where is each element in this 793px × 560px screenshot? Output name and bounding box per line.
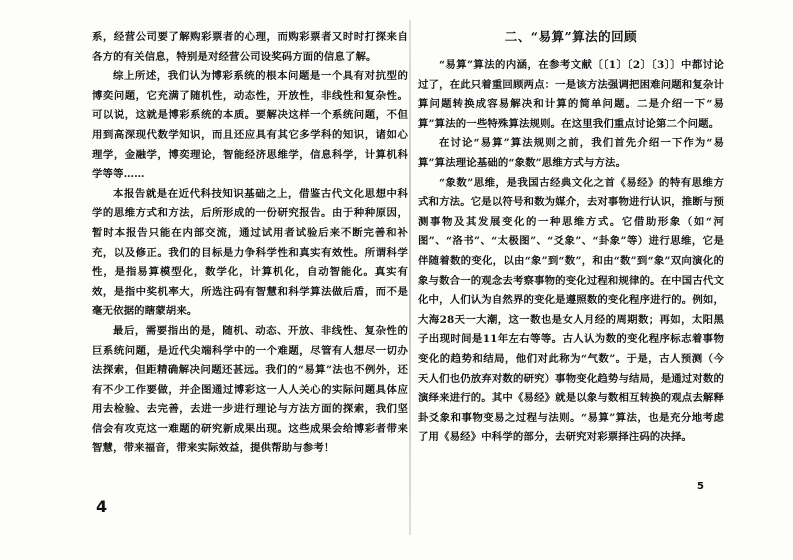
right-paragraph-3: “象数”思维，是我国古经典文化之首《易经》的特有思维方式和方法。它是以符号和数为媒介，去对事物进行认识，推断与预测事物及其发展变化的一种思维方式。它借助形象（如“河图”、“洛书”、“太极图”、“爻象”、“卦象”等）进行思维，它是伴随着数的变化，以由“象”到“数”，和由“数”到“象”双向演化的象与数合一的观念去考察事物的变化过程和规律的。在中国古代文化中，人们认为自然界的变化是遵照数的变化程序进行的。例如，大海28天一大潮，这一数也是女人月经的周期数；再如，太阳黑子出现时间是11年左右等等。古人认为数的变化程序标志着事物变化的趋势和结局，他们对此称为“气数”。于是，古人预测（今天人们也仍放弃对数的研究）事物变化趋势与结局，是通过对数的演绎来进行的。其中《易经》就是以象与数相互转换的观点去解释卦爻象和事物变易之过程与法则。“易算”算法，也是充分地考虑了用《易经》中科学的部分，去研究对彩票择注码的决择。 <box>418 176 724 444</box>
left-page <box>92 28 408 528</box>
page-gutter <box>409 20 411 535</box>
right-page-number: 5 <box>697 481 704 492</box>
left-page-number: 4 <box>96 497 108 516</box>
right-paragraph-2: 在讨论“易算”算法规则之前，我们首先介绍一下作为“易算”算法理论基础的“象数”思维方式与方法。 <box>418 137 724 169</box>
left-paragraph-2: 综上所述，我们认为博彩系统的根本问题是一个具有对抗型的博奕问题，它充满了随机性，动态性，开放性，非线性和复杂性。可以说，这就是博彩系统的本质。要解决这样一个系统问题，不但用到高深现代数学知识，而且还应具有其它多学科的知识，诸如心理学，金融学，博奕理论，智能经济思维学，信息科学，计算机科学等等…… <box>92 70 408 181</box>
left-paragraph-1: 系，经营公司要了解购彩票者的心理，而购彩票者又时时打探来自各方的有关信息，特别是对经营公司设奖码方面的信息了解。 <box>92 31 408 63</box>
right-paragraph-1: “易算”算法的内涵，在参考文献〔〔1〕〔2〕〔3〕〕中都讨论过了，在此只着重回顾两点：一是该方法强调把困难问题和复杂计算问题转换成容易解决和计算的简单问题。二是介绍一下“易算”算法的一些特殊算法规则。在这里我们重点讨论第二个问题。 <box>418 59 724 130</box>
right-page <box>418 28 724 528</box>
left-paragraph-3: 本报告就是在近代科技知识基础之上，借鉴古代文化思想中科学的思维方式和方法，后所形成的一份研究报告。由于种种原因，暂时本报告只能在内部交流，通过试用者试验后来不断完善和补充，以及修正。我们的目标是力争科学性和真实有效性。所谓科学性，是指易算模型化，数学化，计算机化，自动智能化。真实有效，是指中奖机率大，所选注码有智慧和科学算法做后盾，而不是毫无依据的瞎蒙胡来。 <box>92 187 408 318</box>
section-heading: 二、“易算”算法的回顾 <box>504 29 638 44</box>
left-paragraph-4: 最后，需要指出的是，随机、动态、开放、非线性、复杂性的巨系统问题，是近代尖端科学中的一个难题，尽管有人想尽一切办法探索，但距精确解决问题还甚远。我们的“易算”法也不例外，还有不少工作要做，并企图通过博彩这一人人关心的实际问题具体应用去检验、去完善，去进一步进行理论与方法方面的探索，我们坚信会有攻克这一难题的研究新成果出现。这些成果会给博彩者带来智慧，带来福音，带来实际效益，提供帮助与参考！ <box>92 324 408 455</box>
